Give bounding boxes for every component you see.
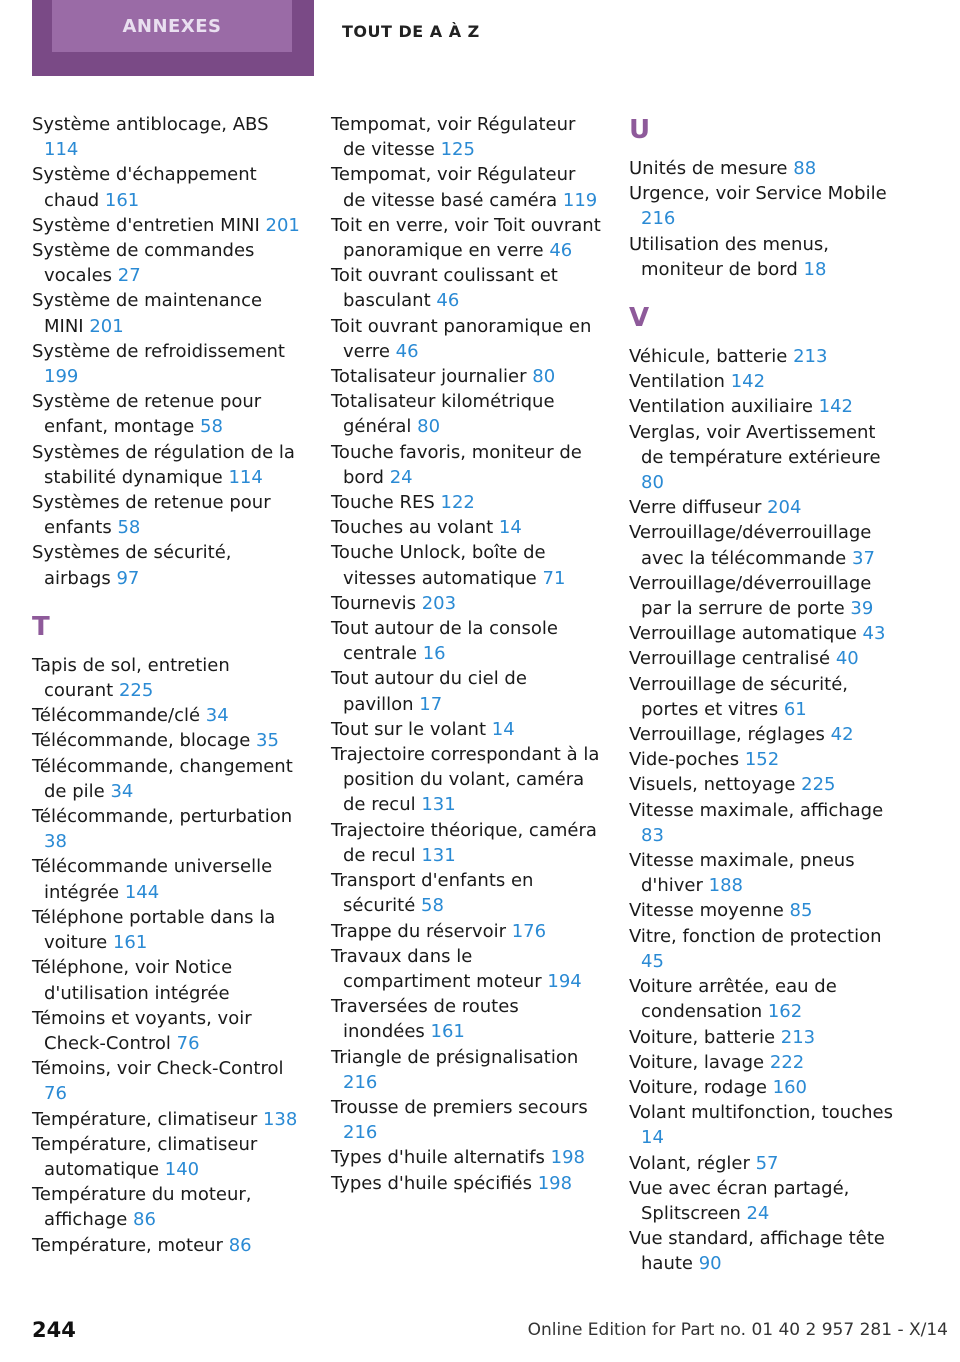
page-link[interactable]: 39	[850, 598, 874, 620]
page-link[interactable]: 213	[780, 1026, 816, 1048]
index-entry-text: Système de retenue pour enfant, montage	[32, 391, 262, 438]
page-link[interactable]: 204	[767, 497, 802, 519]
index-entry	[629, 974, 899, 1024]
page-link[interactable]: 14	[641, 1127, 664, 1149]
page-link[interactable]: 17	[419, 693, 443, 715]
page-link[interactable]: 199	[44, 366, 79, 388]
index-entry-text: Tout autour de la console centrale	[331, 618, 558, 665]
section-letter: T	[32, 611, 50, 642]
index-entry	[331, 919, 601, 944]
index-entry	[331, 591, 601, 616]
index-column-3	[629, 112, 899, 1277]
page-link[interactable]: 160	[772, 1076, 807, 1098]
page-link[interactable]: 61	[783, 698, 807, 720]
index-entry-text: Système d'échappement chaud	[32, 164, 257, 211]
page-link[interactable]: 35	[256, 730, 279, 752]
index-entry	[629, 772, 899, 797]
index-entry	[331, 162, 601, 212]
page-link[interactable]: 198	[537, 1172, 573, 1194]
index-entry-text: Volant multifonction, touches	[629, 1102, 893, 1124]
index-entry-text: Touche favoris, moniteur de bord	[331, 441, 582, 488]
index-entry	[331, 213, 601, 263]
index-entry	[629, 1100, 899, 1150]
page-link[interactable]: 34	[110, 780, 134, 802]
index-entry-text: Système antiblocage, ABS	[32, 114, 269, 135]
index-entry	[32, 1107, 302, 1132]
index-column-2	[331, 112, 601, 1196]
index-entry-text: Vue standard, affichage tête haute	[629, 1228, 885, 1275]
index-entry-text: Témoins et voyants, voir Check-Control	[32, 1007, 252, 1054]
index-entry	[32, 440, 302, 490]
page-link[interactable]: 222	[769, 1051, 805, 1073]
page-link[interactable]: 114	[44, 139, 79, 161]
index-entry-text: Verrouillage automatique	[629, 623, 857, 645]
page-link[interactable]: 201	[89, 315, 124, 337]
index-entry	[32, 162, 302, 212]
page-link[interactable]: 188	[708, 875, 744, 897]
index-entry	[32, 754, 302, 804]
index-entry-text: Voiture, lavage	[629, 1051, 765, 1073]
index-entry-text: Travaux dans le compartiment moteur	[331, 945, 542, 992]
page-link[interactable]: 58	[200, 416, 223, 438]
index-entry	[629, 1151, 899, 1176]
index-entry-text: Trappe du réservoir	[331, 920, 506, 942]
index-column-1	[32, 112, 302, 1258]
page-link[interactable]: 14	[491, 718, 515, 740]
index-entry-text: Transport d'enfants en sécurité	[331, 870, 534, 917]
page-link[interactable]: 216	[343, 1071, 378, 1093]
index-entry	[629, 848, 899, 898]
index-entry	[331, 818, 601, 868]
index-entry	[331, 666, 601, 716]
page-link[interactable]: 216	[641, 208, 676, 230]
index-entry	[32, 905, 302, 955]
index-entry	[629, 646, 899, 671]
page-link[interactable]: 37	[852, 547, 875, 569]
page-link[interactable]: 203	[421, 592, 457, 614]
index-entry	[331, 112, 601, 162]
page-link[interactable]: 34	[205, 705, 229, 727]
index-entry-text: Touches au volant	[331, 517, 494, 539]
index-entry	[331, 263, 601, 313]
index-entry-text: Touche RES	[331, 492, 435, 514]
page-link[interactable]: 122	[440, 492, 475, 514]
page-link[interactable]: 161	[112, 932, 148, 954]
index-entry	[629, 232, 899, 282]
index-entry-text: Vitesse moyenne	[629, 900, 784, 922]
index-entry	[331, 540, 601, 590]
index-entry-text: Touche Unlock, boîte de vitesses automatique	[331, 542, 546, 589]
index-entry	[331, 616, 601, 666]
index-entry	[629, 394, 899, 419]
index-entry-text: Totalisateur kilométrique général	[331, 391, 555, 438]
index-entry-text: Vitre, fonction de protection	[629, 925, 882, 947]
index-entry	[32, 389, 302, 439]
page-link[interactable]: 161	[430, 1021, 465, 1043]
index-entry-text: Types d'huile spécifiés	[331, 1172, 532, 1194]
index-entry	[32, 854, 302, 904]
index-entry-text: Systèmes de sécurité, airbags	[32, 542, 232, 589]
index-entry	[32, 213, 302, 238]
page-link[interactable]: 16	[422, 643, 446, 665]
page-link[interactable]: 80	[532, 366, 556, 388]
page-link[interactable]: 86	[228, 1234, 252, 1256]
page-link[interactable]: 27	[117, 265, 141, 287]
index-entry-text: Système de refroidissement	[32, 340, 285, 362]
index-entry	[629, 924, 899, 974]
page-link[interactable]: 198	[550, 1147, 585, 1169]
page-link[interactable]: 142	[730, 371, 766, 393]
index-entry-text: Température, climatiseur automatique	[32, 1133, 258, 1180]
page-title: TOUT DE A À Z	[342, 22, 480, 41]
edition-footer: Online Edition for Part no. 01 40 2 957 281 - X/14	[527, 1320, 948, 1340]
index-entry-text: Traversées de routes inondées	[331, 996, 519, 1043]
index-entry-text: Témoins, voir Check-Control	[32, 1058, 284, 1080]
index-entry-text: Système de commandes vocales	[32, 240, 255, 287]
index-entry-text: Voiture arrêtée, eau de condensation	[629, 976, 837, 1023]
page-link[interactable]: 45	[641, 950, 664, 972]
index-entry-text: Volant, régler	[629, 1152, 750, 1174]
index-entry-text: Vue avec écran partagé, Splitscreen	[629, 1177, 850, 1224]
page-link[interactable]: 80	[641, 472, 664, 494]
index-entry-text: Verrouillage/déverrouillage avec la télécommande	[629, 522, 872, 569]
section-letter: V	[629, 303, 650, 334]
page-link[interactable]: 80	[417, 416, 441, 438]
section-label: ANNEXES	[52, 0, 292, 52]
index-entry-text: Téléphone, voir Notice d'utilisation intégrée	[32, 957, 233, 1004]
page-link[interactable]: 138	[262, 1108, 298, 1130]
index-entry-text: Ventilation	[629, 371, 725, 393]
index-entry	[331, 1145, 601, 1170]
index-entry-text: Verrouillage, réglages	[629, 724, 825, 746]
index-entry	[331, 1171, 601, 1196]
page-link[interactable]: 38	[44, 831, 67, 853]
index-entry	[331, 490, 601, 515]
page-link[interactable]: 58	[117, 517, 141, 539]
page-link[interactable]: 194	[547, 970, 582, 992]
page-link[interactable]: 43	[862, 623, 886, 645]
index-entry-text: Tapis de sol, entretien courant	[32, 654, 230, 702]
page-link[interactable]: 161	[104, 189, 140, 211]
page-link[interactable]: 114	[228, 466, 263, 488]
index-entry-text: Voiture, rodage	[629, 1076, 767, 1098]
index-entry	[629, 420, 899, 496]
page-link[interactable]: 24	[746, 1202, 770, 1224]
page-link[interactable]: 152	[744, 749, 780, 771]
index-entry-text: Tempomat, voir Régulateur de vitesse	[331, 114, 576, 161]
index-entry	[32, 1132, 302, 1182]
page-link[interactable]: 24	[389, 466, 413, 488]
index-entry-text: Système de maintenance MINI	[32, 290, 263, 337]
index-entry	[32, 540, 302, 590]
page-link[interactable]: 162	[767, 1001, 803, 1023]
index-entry-text: Voiture, batterie	[629, 1026, 776, 1048]
index-entry-text: Télécommande, changement de pile	[32, 755, 293, 802]
index-entry	[629, 1176, 899, 1226]
page-link[interactable]: 83	[641, 824, 664, 846]
index-entry-text: Triangle de présignalisation	[331, 1046, 579, 1068]
page-link[interactable]: 119	[562, 189, 598, 211]
page-link[interactable]: 18	[803, 258, 827, 280]
index-entry	[32, 1006, 302, 1056]
index-entry	[331, 742, 601, 818]
page-link[interactable]: 42	[830, 724, 854, 746]
index-entry-text: Température, climatiseur	[32, 1108, 258, 1130]
index-entry	[331, 314, 601, 364]
index-entry	[331, 994, 601, 1044]
index-entry-text: Télécommande, blocage	[32, 730, 251, 752]
index-entry	[629, 798, 899, 848]
index-entry	[629, 369, 899, 394]
page-link[interactable]: 216	[343, 1122, 378, 1144]
index-entry-text: Tempomat, voir Régulateur de vitesse basé caméra	[331, 164, 576, 211]
index-entry-text: Système d'entretien MINI	[32, 214, 260, 236]
index-entry-text: Télécommande, perturbation	[32, 806, 293, 828]
index-entry-text: Température du moteur, affichage	[32, 1184, 252, 1231]
page-link[interactable]: 46	[395, 340, 419, 362]
page-link[interactable]: 76	[176, 1032, 200, 1054]
index-entry-text: Types d'huile alternatifs	[331, 1147, 545, 1169]
index-entry-text: Télécommande universelle intégrée	[32, 856, 273, 903]
page-number: 244	[32, 1318, 76, 1342]
index-entry-text: Ventilation auxiliaire	[629, 396, 813, 418]
index-entry	[32, 653, 302, 703]
index-entry	[32, 804, 302, 854]
index-entry	[629, 1226, 899, 1276]
index-entry-text: Vitesse maximale, pneus d'hiver	[629, 850, 855, 897]
index-entry-text: Télécommande/clé	[32, 705, 201, 727]
page-link[interactable]: 176	[511, 920, 547, 942]
index-entry-text: Téléphone portable dans la voiture	[32, 906, 276, 954]
index-entry	[629, 344, 899, 369]
index-entry	[32, 955, 302, 1005]
page-link[interactable]: 142	[818, 396, 853, 418]
index-entry-text: Verglas, voir Avertissement de température extérieure	[629, 421, 881, 468]
index-entry-text: Véhicule, batterie	[629, 346, 788, 368]
page-link[interactable]: 71	[542, 567, 566, 589]
index-entry	[629, 1075, 899, 1100]
index-entry	[331, 364, 601, 389]
index-entry-text: Toit en verre, voir Toit ouvrant panoramique en verre	[331, 214, 601, 262]
index-entry-text: Verrouillage centralisé	[629, 648, 831, 670]
page-link[interactable]: 14	[498, 517, 522, 539]
index-entry	[629, 672, 899, 722]
index-entry-text: Température, moteur	[32, 1234, 223, 1256]
index-entry	[32, 238, 302, 288]
index-entry	[629, 495, 899, 520]
page-link[interactable]: 213	[793, 346, 828, 368]
index-entry	[32, 1056, 302, 1106]
page-link[interactable]: 57	[755, 1152, 779, 1174]
page-link[interactable]: 40	[835, 648, 859, 670]
page-link[interactable]: 125	[440, 139, 475, 161]
page-link[interactable]: 86	[133, 1209, 156, 1231]
index-entry-text: Tout sur le volant	[331, 718, 487, 740]
index-entry	[629, 1050, 899, 1075]
page-link[interactable]: 46	[436, 290, 460, 312]
page-link[interactable]: 76	[44, 1083, 67, 1105]
page-link[interactable]: 85	[789, 900, 813, 922]
index-entry-text: Verrouillage de sécurité, portes et vitres	[629, 673, 848, 720]
index-entry-text: Toit ouvrant panoramique en verre	[331, 315, 592, 362]
index-entry-text: Urgence, voir Service Mobile	[629, 183, 887, 205]
page-link[interactable]: 225	[801, 774, 836, 796]
section-letter: U	[629, 115, 651, 145]
index-entry-text: Totalisateur journalier	[331, 366, 527, 388]
index-entry	[331, 868, 601, 918]
page-link[interactable]: 140	[164, 1158, 200, 1180]
index-entry	[629, 156, 899, 181]
index-entry-text: Trajectoire correspondant à la position du volant, caméra de recul	[331, 744, 600, 816]
index-entry	[629, 1025, 899, 1050]
index-entry	[629, 898, 899, 923]
index-entry	[331, 717, 601, 742]
index-entry-text: Unités de mesure	[629, 158, 788, 179]
index-entry	[331, 389, 601, 439]
page-link[interactable]: 131	[421, 794, 456, 816]
index-entry	[331, 1045, 601, 1095]
index-entry	[629, 571, 899, 621]
index-entry-text: Tout autour du ciel de pavillon	[331, 668, 527, 715]
index-entry-text: Visuels, nettoyage	[629, 774, 796, 796]
index-entry-text: Tournevis	[331, 592, 416, 614]
index-entry	[331, 440, 601, 490]
page-link[interactable]: 225	[118, 680, 154, 702]
index-entry-text: Systèmes de retenue pour enfants	[32, 492, 271, 539]
index-entry	[629, 181, 899, 231]
index-entry-text: Toit ouvrant coulissant et basculant	[331, 265, 558, 312]
page-link[interactable]: 46	[549, 240, 573, 262]
index-entry-text: Vitesse maximale, affichage	[629, 799, 884, 821]
index-entry	[32, 1182, 302, 1232]
index-entry	[331, 1095, 601, 1145]
index-entry	[629, 722, 899, 747]
index-entry	[32, 1233, 302, 1258]
index-entry	[629, 621, 899, 646]
index-entry	[32, 288, 302, 338]
index-entry	[32, 703, 302, 728]
page-link[interactable]: 201	[265, 214, 300, 236]
index-entry	[331, 515, 601, 540]
index-entry-text: Utilisation des menus, moniteur de bord	[629, 233, 829, 280]
page-link[interactable]: 97	[116, 567, 140, 589]
page-link[interactable]: 144	[124, 881, 160, 903]
index-entry	[32, 112, 302, 162]
page-link[interactable]: 131	[421, 844, 456, 866]
index-entry	[32, 728, 302, 753]
index-entry	[629, 520, 899, 570]
index-entry	[32, 490, 302, 540]
index-entry-text: Trajectoire théorique, caméra de recul	[331, 819, 597, 866]
index-entry	[32, 339, 302, 389]
index-entry-text: Verre diffuseur	[629, 497, 762, 519]
index-entry	[629, 747, 899, 772]
index-entry-text: Vide-poches	[629, 749, 740, 771]
page-link[interactable]: 58	[421, 895, 444, 917]
index-entry	[331, 944, 601, 994]
page-link[interactable]: 90	[698, 1253, 722, 1275]
index-entry-text: Systèmes de régulation de la stabilité dynamique	[32, 441, 295, 488]
page-link[interactable]: 88	[793, 158, 817, 179]
index-entry-text: Verrouillage/déverrouillage par la serrure de porte	[629, 572, 872, 620]
index-entry-text: Trousse de premiers secours	[331, 1096, 588, 1118]
